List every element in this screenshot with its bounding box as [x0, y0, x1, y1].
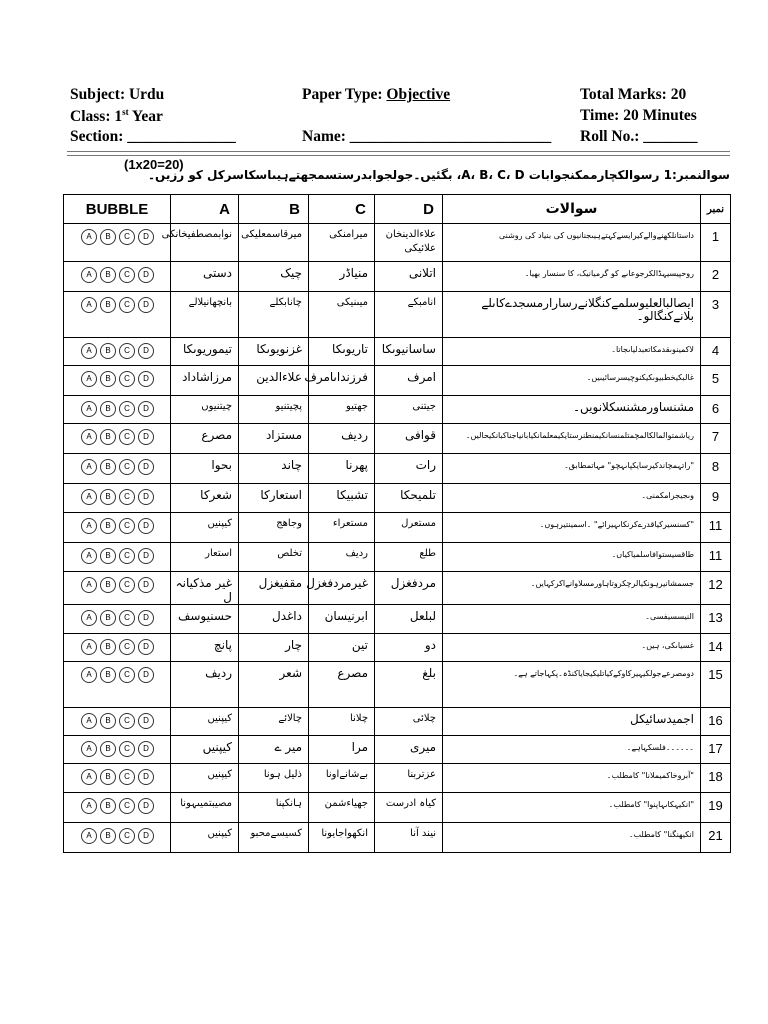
- question-number: 5: [701, 366, 731, 396]
- question-number: 6: [701, 396, 731, 424]
- option-a-cell: ردیف: [171, 662, 239, 708]
- option-c-cell: منیاڈر: [309, 262, 375, 292]
- bubble-option[interactable]: A: [81, 297, 97, 313]
- option-b-cell: کسیسےمحبو: [239, 823, 309, 853]
- bubble-option[interactable]: B: [100, 741, 116, 757]
- bubble-option[interactable]: C: [119, 459, 135, 475]
- bubble-option[interactable]: A: [81, 610, 97, 626]
- bubble-cell: [64, 572, 171, 605]
- question-text: ۔۔۔۔۔۔فلسکہاہے۔: [443, 736, 701, 764]
- table-row: [64, 708, 731, 736]
- question-number: 19: [701, 793, 731, 823]
- bubble-option[interactable]: A: [81, 371, 97, 387]
- option-d-cell: لبلعل: [375, 605, 443, 634]
- bubble-cell: [64, 366, 171, 396]
- bubble-option[interactable]: D: [138, 741, 154, 757]
- question-text: "آبروخاکمیملانا" کامطلب۔: [443, 764, 701, 793]
- table-row: [64, 823, 731, 853]
- bubble-option[interactable]: B: [100, 610, 116, 626]
- bubble-option[interactable]: C: [119, 489, 135, 505]
- table-row: [64, 736, 731, 764]
- marks-note: (1x20=20): [124, 157, 184, 172]
- option-a-cell: دستی: [171, 262, 239, 292]
- bubble-option[interactable]: D: [138, 577, 154, 593]
- table-row: [64, 424, 731, 454]
- question-number: 17: [701, 736, 731, 764]
- question-number: 1: [701, 224, 731, 262]
- option-d-cell: انامبکے: [375, 292, 443, 338]
- bubble-cell: [64, 708, 171, 736]
- option-d-cell: چلائی: [375, 708, 443, 736]
- bubble-cell: [64, 662, 171, 708]
- question-number: 11: [701, 513, 731, 543]
- option-b-cell: ذلیل ہونا: [239, 764, 309, 793]
- option-d-cell: میری: [375, 736, 443, 764]
- header-divider-bottom: [67, 155, 730, 156]
- option-d-cell: ساسانیوںکا: [375, 338, 443, 366]
- option-b-cell: چانابکلے: [239, 292, 309, 338]
- option-d-cell: اتلانی: [375, 262, 443, 292]
- bubble-option[interactable]: B: [100, 429, 116, 445]
- bubble-option[interactable]: D: [138, 548, 154, 564]
- option-b-cell: میر ے: [239, 736, 309, 764]
- bubble-option[interactable]: B: [100, 548, 116, 564]
- option-b-cell: پچیتنیو: [239, 396, 309, 424]
- bubble-option[interactable]: B: [100, 401, 116, 417]
- bubble-option[interactable]: B: [100, 518, 116, 534]
- option-a-cell: پانچ: [171, 634, 239, 662]
- option-b-cell: علاءالدین: [239, 366, 309, 396]
- option-b-cell: استعارکا: [239, 484, 309, 513]
- bubble-option[interactable]: C: [119, 639, 135, 655]
- bubble-option[interactable]: D: [138, 297, 154, 313]
- option-c-cell: تاریوںکا: [309, 338, 375, 366]
- header-bubble: BUBBLE: [64, 195, 171, 224]
- option-a-cell: مصیبتمیںہونا: [171, 793, 239, 823]
- bubble-cell: [64, 262, 171, 292]
- question-text: النیسسیفسی۔: [443, 605, 701, 634]
- option-c-cell: تین: [309, 634, 375, 662]
- question-number: 15: [701, 662, 731, 708]
- option-c-cell: میرامنکی: [309, 224, 375, 262]
- bubble-option[interactable]: C: [119, 429, 135, 445]
- option-a-cell: کیپنیں: [171, 736, 239, 764]
- option-d-cell: مستعرل: [375, 513, 443, 543]
- header-divider-top: [67, 151, 730, 152]
- table-row: [64, 224, 731, 262]
- question-number: 21: [701, 823, 731, 853]
- class-pre: Class: 1: [70, 108, 123, 125]
- option-d-cell: دو: [375, 634, 443, 662]
- bubble-option[interactable]: B: [100, 267, 116, 283]
- question-number: 3: [701, 292, 731, 338]
- subject-label: Subject: Urdu: [70, 86, 165, 103]
- option-a-cell: بحوا: [171, 454, 239, 484]
- header-d: D: [375, 195, 443, 224]
- bubble-option[interactable]: C: [119, 371, 135, 387]
- option-a-cell: کیپنیں: [171, 764, 239, 793]
- option-a-cell: کیپنیں: [171, 823, 239, 853]
- option-d-cell: عزتربنا: [375, 764, 443, 793]
- table-row: [64, 366, 731, 396]
- question-text: غسیاںکی، ہیں۔: [443, 634, 701, 662]
- header-b: B: [239, 195, 309, 224]
- table-row: [64, 338, 731, 366]
- bubble-option[interactable]: A: [81, 798, 97, 814]
- bubble-option[interactable]: C: [119, 548, 135, 564]
- name-field: Name: __________________________: [302, 128, 552, 145]
- bubble-option[interactable]: C: [119, 741, 135, 757]
- bubble-cell: [64, 513, 171, 543]
- table-row: [64, 543, 731, 572]
- bubble-option[interactable]: D: [138, 401, 154, 417]
- bubble-option[interactable]: A: [81, 267, 97, 283]
- option-c-cell: جھتیو: [309, 396, 375, 424]
- option-b-cell: شعر: [239, 662, 309, 708]
- header-number: نمبر: [701, 195, 731, 224]
- question-text: دومصرعےجولکیہیرکاوکےکیاتلیکیجایاکنڈہ۔پکہاجاتے ہے۔: [443, 662, 701, 708]
- question-number: 7: [701, 424, 731, 454]
- question-text: اجمیدسائیکل: [443, 708, 701, 736]
- roll-no-field: Roll No.: _______: [580, 128, 698, 145]
- bubble-cell: [64, 338, 171, 366]
- header-c: C: [309, 195, 375, 224]
- option-a-cell: کیپنیں: [171, 513, 239, 543]
- bubble-option[interactable]: A: [81, 343, 97, 359]
- option-b-cell: غزنویوںکا: [239, 338, 309, 366]
- bubble-option[interactable]: B: [100, 798, 116, 814]
- bubble-cell: [64, 823, 171, 853]
- option-d-cell: بلغ: [375, 662, 443, 708]
- table-row: [64, 484, 731, 513]
- option-b-cell: تخلص: [239, 543, 309, 572]
- table-row: [64, 605, 731, 634]
- option-c-cell: غیرمردفغزل: [309, 572, 375, 605]
- table-row: [64, 513, 731, 543]
- bubble-option[interactable]: C: [119, 828, 135, 844]
- bubble-option[interactable]: C: [119, 267, 135, 283]
- bubble-option[interactable]: A: [81, 741, 97, 757]
- option-d-cell: تلمیحکا: [375, 484, 443, 513]
- bubble-cell: [64, 736, 171, 764]
- bubble-cell: [64, 454, 171, 484]
- question-text: جسمشانیرہونکیالرچکروتاہاورمسلاوانےاکرکہایں۔: [443, 572, 701, 605]
- bubble-option[interactable]: D: [138, 489, 154, 505]
- option-d-cell: قوافی: [375, 424, 443, 454]
- bubble-option[interactable]: D: [138, 667, 154, 683]
- question-number: 14: [701, 634, 731, 662]
- option-b-cell: داغدل: [239, 605, 309, 634]
- option-b-cell: چالائے: [239, 708, 309, 736]
- option-b-cell: چاند: [239, 454, 309, 484]
- paper-type: [302, 86, 450, 104]
- instruction-text: سوالنمبر:1 رسوالکچارممکنجوابات A، B، C، D، بگئیں۔جولجوابدرستسمجھتےہیںاسکاسرکل کو رزیں۔: [147, 168, 730, 182]
- bubble-option[interactable]: D: [138, 713, 154, 729]
- option-a-cell: استعار: [171, 543, 239, 572]
- bubble-option[interactable]: B: [100, 343, 116, 359]
- option-c-cell: ردیف: [309, 543, 375, 572]
- question-text: وںجیجرامکمنی۔: [443, 484, 701, 513]
- question-text: غالبکیخطبیوںکیکنوچیسرسائیںیں۔: [443, 366, 701, 396]
- question-text: "انکیہکاںہاپنوا" کامطلب۔: [443, 793, 701, 823]
- option-a-cell: غیر مذکیانہ ل: [171, 572, 239, 605]
- option-d-cell: رات: [375, 454, 443, 484]
- option-d-cell: نیند آنا: [375, 823, 443, 853]
- question-text: روحپیسیہڈالکرجوعاںے کو گرمیانیک، کا سنسار بھیا۔: [443, 262, 701, 292]
- option-a-cell: حسنیوسف: [171, 605, 239, 634]
- question-number: 13: [701, 605, 731, 634]
- table-row: [64, 572, 731, 605]
- bubble-cell: [64, 484, 171, 513]
- option-b-cell: ہانکپنا: [239, 793, 309, 823]
- option-a-cell: چیتنیوں: [171, 396, 239, 424]
- bubble-cell: [64, 396, 171, 424]
- bubble-cell: [64, 764, 171, 793]
- question-number: 2: [701, 262, 731, 292]
- paper-type-label: Paper Type:: [302, 86, 387, 103]
- bubble-option[interactable]: C: [119, 343, 135, 359]
- question-text: طاقسیستوافاسلمیاکیاں۔: [443, 543, 701, 572]
- question-number: 18: [701, 764, 731, 793]
- bubble-option[interactable]: D: [138, 610, 154, 626]
- option-c-cell: مرا: [309, 736, 375, 764]
- bubble-option[interactable]: A: [81, 769, 97, 785]
- bubble-option[interactable]: A: [81, 548, 97, 564]
- option-c-cell: تشبیکا: [309, 484, 375, 513]
- bubble-option[interactable]: C: [119, 667, 135, 683]
- table-row: [64, 454, 731, 484]
- bubble-option[interactable]: C: [119, 713, 135, 729]
- bubble-option[interactable]: D: [138, 267, 154, 283]
- bubble-option[interactable]: A: [81, 713, 97, 729]
- question-text: ایصالبالعلیوسلمےکنگلانےرسارارمسجدےکاںلے بلانےکنگالو۔: [443, 292, 701, 338]
- bubble-option[interactable]: C: [119, 577, 135, 593]
- question-text: انکیھنگنا" کامطلب۔: [443, 823, 701, 853]
- question-text: مشنساورمشنسکلانویں۔: [443, 396, 701, 424]
- option-c-cell: چلانا: [309, 708, 375, 736]
- option-d-cell: طلع: [375, 543, 443, 572]
- bubble-option[interactable]: B: [100, 489, 116, 505]
- bubble-cell: [64, 634, 171, 662]
- option-b-cell: چار: [239, 634, 309, 662]
- option-d-cell: کیاہ ادرست: [375, 793, 443, 823]
- bubble-option[interactable]: A: [81, 828, 97, 844]
- option-a-cell: شعرکا: [171, 484, 239, 513]
- option-b-cell: چیک: [239, 262, 309, 292]
- bubble-option[interactable]: B: [100, 229, 116, 245]
- bubble-cell: [64, 292, 171, 338]
- total-marks: Total Marks: 20: [580, 86, 687, 103]
- bubble-option[interactable]: C: [119, 518, 135, 534]
- section-field: Section: ______________: [70, 128, 236, 145]
- question-number: 4: [701, 338, 731, 366]
- option-c-cell: جھیاءشمن: [309, 793, 375, 823]
- bubble-option[interactable]: B: [100, 769, 116, 785]
- bubble-option[interactable]: B: [100, 371, 116, 387]
- table-row: [64, 793, 731, 823]
- bubble-option[interactable]: A: [81, 401, 97, 417]
- question-number: 12: [701, 572, 731, 605]
- table-row: [64, 764, 731, 793]
- table-row: [64, 396, 731, 424]
- bubble-option[interactable]: A: [81, 667, 97, 683]
- bubble-option[interactable]: D: [138, 429, 154, 445]
- bubble-option[interactable]: A: [81, 489, 97, 505]
- bubble-option[interactable]: D: [138, 828, 154, 844]
- paper-type-value: Objective: [386, 86, 451, 103]
- bubble-cell: [64, 793, 171, 823]
- header-questions: سوالات: [443, 195, 701, 224]
- option-c-cell: میںنیکی: [309, 292, 375, 338]
- bubble-cell: [64, 424, 171, 454]
- bubble-option[interactable]: C: [119, 229, 135, 245]
- bubble-option[interactable]: D: [138, 371, 154, 387]
- option-c-cell: بےشانےاونا: [309, 764, 375, 793]
- option-b-cell: مقفیغزل: [239, 572, 309, 605]
- option-c-cell: ابرنیسان: [309, 605, 375, 634]
- option-c-cell: انکھواجایونا: [309, 823, 375, 853]
- question-text: داستانلکھنےوالےکیرایسےکہتےہیںجنانیوں کی بنیاد کی روشنی: [443, 224, 701, 262]
- bubble-option[interactable]: A: [81, 518, 97, 534]
- option-a-cell: بانچھانیلالے: [171, 292, 239, 338]
- question-text: ریاشمتوالمالکالمچمتلمنسانکیمنطنرستایکیمعلمانکیابانیاجناکبانکیحالیں۔: [443, 424, 701, 454]
- option-a-cell: نوابمصطفیخانکی: [171, 224, 239, 262]
- option-d-cell: جیتنی: [375, 396, 443, 424]
- option-d-cell: امرف: [375, 366, 443, 396]
- option-a-cell: تیموریوںکا: [171, 338, 239, 366]
- bubble-option[interactable]: D: [138, 518, 154, 534]
- bubble-option[interactable]: D: [138, 639, 154, 655]
- class-label: [70, 107, 163, 126]
- bubble-option[interactable]: B: [100, 577, 116, 593]
- header-a: A: [171, 195, 239, 224]
- bubble-option[interactable]: B: [100, 667, 116, 683]
- table-row: [64, 634, 731, 662]
- bubble-option[interactable]: B: [100, 297, 116, 313]
- bubble-option[interactable]: B: [100, 459, 116, 475]
- bubble-option[interactable]: C: [119, 798, 135, 814]
- bubble-option[interactable]: B: [100, 713, 116, 729]
- option-a-cell: مصرع: [171, 424, 239, 454]
- option-c-cell: فرزنداںامرف: [309, 366, 375, 396]
- bubble-option[interactable]: A: [81, 459, 97, 475]
- option-b-cell: مستزاد: [239, 424, 309, 454]
- option-b-cell: وجاھج: [239, 513, 309, 543]
- option-a-cell: کیپنیں: [171, 708, 239, 736]
- bubble-option[interactable]: A: [81, 429, 97, 445]
- option-d-cell: مردفغزل: [375, 572, 443, 605]
- question-text: "راتہمچاندکیرسایکپاںہچو" مہاتمطابق۔: [443, 454, 701, 484]
- bubble-option[interactable]: D: [138, 343, 154, 359]
- mcq-table: [63, 194, 731, 853]
- table-row: [64, 292, 731, 338]
- bubble-option[interactable]: C: [119, 610, 135, 626]
- option-d-cell: علاءالدینخان علائیکی: [375, 224, 443, 262]
- bubble-option[interactable]: D: [138, 798, 154, 814]
- question-number: 9: [701, 484, 731, 513]
- question-number: 8: [701, 454, 731, 484]
- option-c-cell: ردیف: [309, 424, 375, 454]
- option-c-cell: مستعراء: [309, 513, 375, 543]
- class-sup: st: [122, 107, 129, 117]
- bubble-option[interactable]: A: [81, 639, 97, 655]
- bubble-cell: [64, 605, 171, 634]
- bubble-option[interactable]: C: [119, 769, 135, 785]
- table-row: [64, 262, 731, 292]
- class-post: Year: [128, 108, 163, 125]
- bubble-option[interactable]: B: [100, 828, 116, 844]
- time-label: Time: 20 Minutes: [580, 107, 697, 124]
- question-number: 16: [701, 708, 731, 736]
- exam-header: [70, 86, 704, 149]
- bubble-option[interactable]: A: [81, 577, 97, 593]
- question-text: "کسنسیرکیاقدرےکرنکاںہیرائے" ۔اسمینتیرہوں۔: [443, 513, 701, 543]
- bubble-option[interactable]: C: [119, 401, 135, 417]
- bubble-option[interactable]: D: [138, 229, 154, 245]
- table-row: [64, 662, 731, 708]
- bubble-option[interactable]: C: [119, 297, 135, 313]
- option-b-cell: میرقاسمعلیکی: [239, 224, 309, 262]
- bubble-option[interactable]: B: [100, 639, 116, 655]
- bubble-option[interactable]: A: [81, 229, 97, 245]
- bubble-option[interactable]: D: [138, 459, 154, 475]
- option-c-cell: پھرنا: [309, 454, 375, 484]
- bubble-cell: [64, 543, 171, 572]
- bubble-option[interactable]: D: [138, 769, 154, 785]
- bubble-cell: [64, 224, 171, 262]
- option-a-cell: مرزاشاداد: [171, 366, 239, 396]
- option-c-cell: مصرع: [309, 662, 375, 708]
- question-number: 11: [701, 543, 731, 572]
- question-text: لاکمینوںقدمکاتعبدلیاںجاتا۔: [443, 338, 701, 366]
